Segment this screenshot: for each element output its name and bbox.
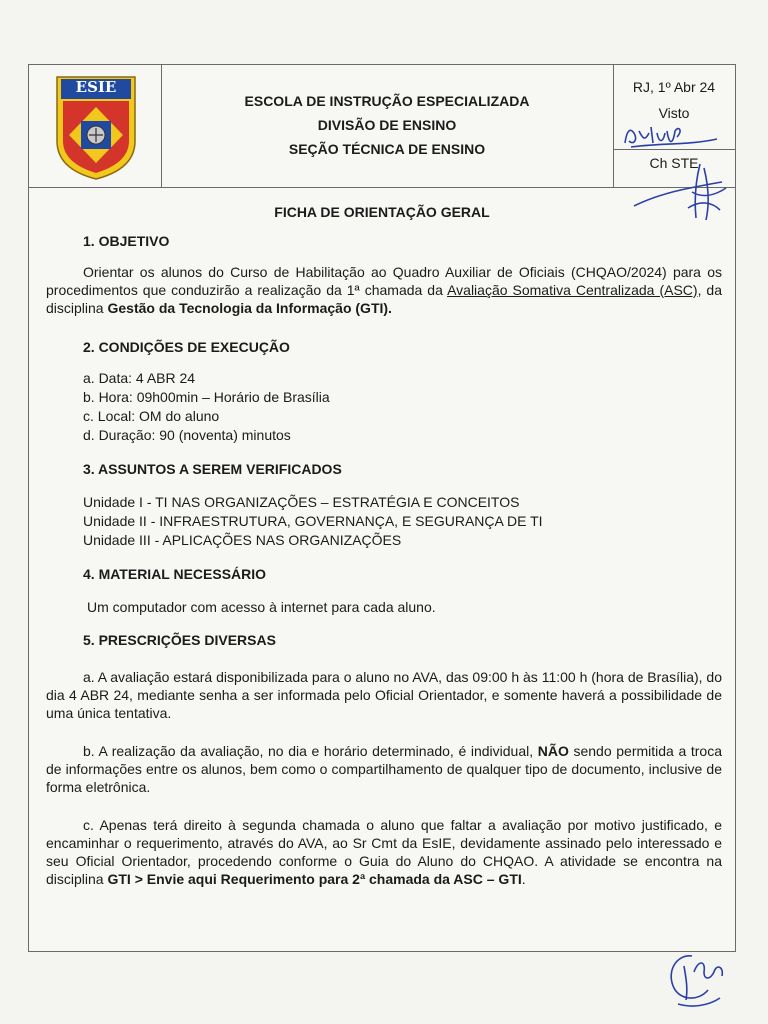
prescricao-b xyxy=(46,742,722,796)
prescricao-a: a. A avaliação estará disponibilizada para o aluno no AVA, das 09:00 h às 11:00 h (hora de Brasília), do dia 4 ABR 24, mediante senha a ser informada pelo Oficial Orientador, e somente haverá a possibilidade de uma única tentativa. xyxy=(46,669,722,721)
objetivo-discipline: Gestão da Tecnologia da Informação (GTI). xyxy=(107,300,392,316)
section-objetivo-heading: 1. OBJETIVO xyxy=(83,233,170,249)
prescricao-b-start: b. A realização da avaliação, no dia e horário determinado, é individual, xyxy=(83,743,538,759)
objetivo-text-start: Orientar os alunos do Curso de Habilitação ao Quadro Auxiliar de Oficiais (CHQAO/2024) para os procedimentos que conduzirão a realização da 1ª chamada da xyxy=(46,264,722,298)
prescricao-c-start: c. Apenas terá direito à segunda chamada o aluno que faltar a avaliação por motivo justificado, e encaminhar o requerimento, através do AVA, ao Sr Cmt da EsIE, devidamente assinado pelo interessado e seu Oficial Orientador, procedendo conforme o Guia do Aluno do CHQAO. A atividade se encontra na disciplina xyxy=(46,817,722,887)
division-name: DIVISÃO DE ENSINO xyxy=(317,117,457,133)
objetivo-asc-underline: Avaliação Somativa Centralizada (ASC) xyxy=(447,282,698,298)
section-condicoes-heading: 2. CONDIÇÕES DE EXECUÇÃO xyxy=(83,339,290,355)
section-assuntos-heading: 3. ASSUNTOS A SEREM VERIFICADOS xyxy=(83,461,342,477)
prescricao-b-end: sendo permitida a troca de informações entre os alunos, bem como o compartilhamento de qualquer tipo de documento, inclusive de forma eletrônica. xyxy=(46,743,722,795)
assuntos-list xyxy=(46,493,722,550)
prescricao-c-gti: GTI > Envie aqui Requerimento para 2ª chamada da ASC – GTI xyxy=(107,871,522,887)
objetivo-text-mid: , da disciplina xyxy=(46,282,723,316)
header-title-cell xyxy=(161,65,614,187)
visto-role: Ch STE xyxy=(649,155,699,171)
visto-divider xyxy=(613,149,735,150)
list-item: d. Duração: 90 (noventa) minutos xyxy=(83,427,291,443)
list-item: a. Data: 4 ABR 24 xyxy=(83,370,196,386)
logo-cell xyxy=(29,65,162,187)
section-prescricoes-heading: 5. PRESCRIÇÕES DIVERSAS xyxy=(83,632,276,648)
prescricao-b-nao: NÃO xyxy=(537,743,569,759)
list-item: Unidade III - APLICAÇÕES NAS ORGANIZAÇÕES xyxy=(83,532,402,548)
list-item: b. Hora: 09h00min – Horário de Brasília xyxy=(83,389,330,405)
chief-signature xyxy=(630,158,740,228)
material-text: Um computador com acesso à internet para cada aluno. xyxy=(87,599,436,615)
school-name: ESCOLA DE INSTRUÇÃO ESPECIALIZADA xyxy=(244,93,530,109)
document-body xyxy=(46,233,722,888)
logo-text: ESIE xyxy=(75,78,117,96)
condicoes-list xyxy=(46,369,722,445)
visto-initials-signature xyxy=(621,121,721,151)
prescricao-c-end: . xyxy=(521,871,526,887)
list-item: c. Local: OM do aluno xyxy=(83,408,220,424)
document-title: FICHA DE ORIENTAÇÃO GERAL xyxy=(274,204,490,220)
section-objetivo-text xyxy=(46,263,722,317)
list-item: Unidade II - INFRAESTRUTURA, GOVERNANÇA, E SEGURANÇA DE TI xyxy=(83,513,543,529)
section-name: SEÇÃO TÉCNICA DE ENSINO xyxy=(288,141,486,157)
visto-label: Visto xyxy=(658,105,690,121)
section-material-heading: 4. MATERIAL NECESSÁRIO xyxy=(83,566,267,582)
bottom-initials-signature xyxy=(658,942,738,1012)
prescricao-c xyxy=(46,816,722,888)
list-item: Unidade I - TI NAS ORGANIZAÇÕES – ESTRATÉGIA E CONCEITOS xyxy=(83,494,520,510)
visto-date: RJ, 1º Abr 24 xyxy=(632,79,716,95)
